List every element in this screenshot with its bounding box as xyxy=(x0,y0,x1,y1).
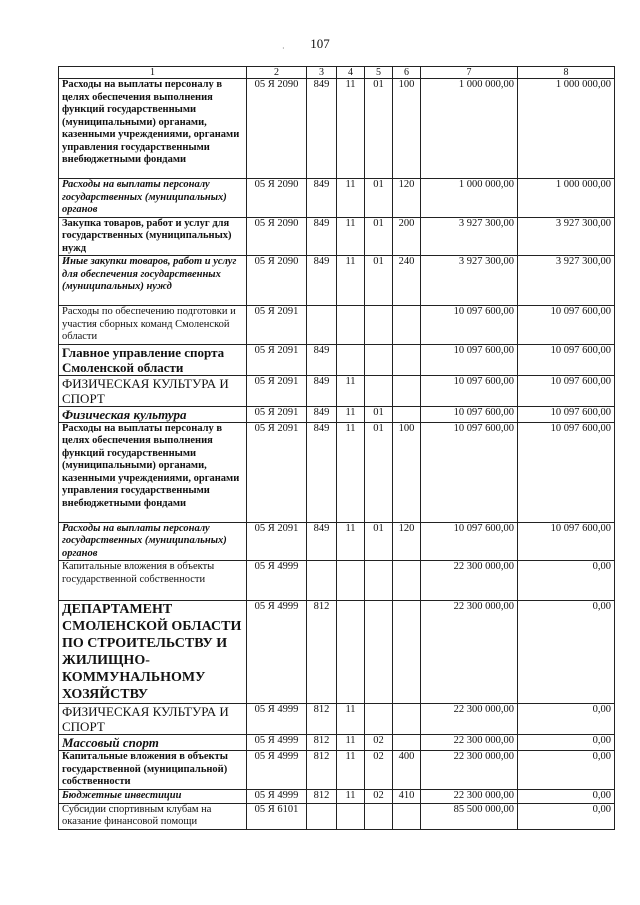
row-amount-2-cell: 3 927 300,00 xyxy=(518,217,615,256)
table-row xyxy=(59,522,615,561)
table-row xyxy=(59,735,615,751)
row-section-cell: 11 xyxy=(337,406,365,422)
row-subsection-cell: 01 xyxy=(365,256,393,306)
row-name-cell: Расходы на выплаты персоналу государственных (муниципальных) органов xyxy=(59,179,247,218)
row-amount-1-cell: 22 300 000,00 xyxy=(421,789,518,803)
row-subsection-cell: 01 xyxy=(365,79,393,179)
row-code-cell: 05 Я 2091 xyxy=(247,306,307,345)
row-subsection-cell xyxy=(365,306,393,345)
row-subsection-cell: 01 xyxy=(365,422,393,522)
row-name-cell: ФИЗИЧЕСКАЯ КУЛЬТУРА И СПОРТ xyxy=(59,704,247,735)
row-type-cell: 200 xyxy=(393,217,421,256)
table-row xyxy=(59,789,615,803)
row-amount-2-cell: 0,00 xyxy=(518,704,615,735)
row-subsection-cell: 01 xyxy=(365,217,393,256)
row-name-cell: Капитальные вложения в объекты государственной (муниципальной) собственности xyxy=(59,751,247,790)
row-name-cell: Физическая культура xyxy=(59,406,247,422)
row-amount-1-cell: 22 300 000,00 xyxy=(421,735,518,751)
table-row xyxy=(59,179,615,218)
table-row xyxy=(59,256,615,306)
row-name-cell: Массовый спорт xyxy=(59,735,247,751)
row-section-cell: 11 xyxy=(337,422,365,522)
row-section-cell: 11 xyxy=(337,79,365,179)
row-amount-2-cell: 3 927 300,00 xyxy=(518,256,615,306)
row-admin-cell: 812 xyxy=(307,735,337,751)
row-code-cell: 05 Я 4999 xyxy=(247,601,307,704)
row-admin-cell: 849 xyxy=(307,179,337,218)
row-subsection-cell: 01 xyxy=(365,406,393,422)
row-section-cell: 11 xyxy=(337,704,365,735)
row-amount-1-cell: 10 097 600,00 xyxy=(421,306,518,345)
row-subsection-cell xyxy=(365,704,393,735)
header-col-6: 6 xyxy=(393,67,421,79)
row-name-cell: ДЕПАРТАМЕНТ СМОЛЕНСКОЙ ОБЛАСТИ ПО СТРОИТЕЛЬСТВУ И ЖИЛИЩНО-КОММУНАЛЬНОМУ ХОЗЯЙСТВУ xyxy=(59,601,247,704)
table-row xyxy=(59,803,615,829)
row-name-cell: Главное управление спорта Смоленской области xyxy=(59,344,247,375)
row-type-cell xyxy=(393,601,421,704)
row-admin-cell xyxy=(307,561,337,601)
table-row xyxy=(59,561,615,601)
row-code-cell: 05 Я 2091 xyxy=(247,522,307,561)
row-code-cell: 05 Я 4999 xyxy=(247,789,307,803)
row-amount-2-cell: 0,00 xyxy=(518,735,615,751)
row-amount-1-cell: 22 300 000,00 xyxy=(421,561,518,601)
row-amount-1-cell: 85 500 000,00 xyxy=(421,803,518,829)
row-type-cell xyxy=(393,561,421,601)
row-section-cell: 11 xyxy=(337,256,365,306)
row-admin-cell: 812 xyxy=(307,601,337,704)
header-col-3: 3 xyxy=(307,67,337,79)
row-name-cell: Расходы на выплаты персоналу в целях обеспечения выполнения функций государственными (муниципальными) органами, казенными учреждениями, органами управления государственными внебюджетными фондами xyxy=(59,79,247,179)
row-section-cell: 11 xyxy=(337,375,365,406)
row-subsection-cell: 01 xyxy=(365,522,393,561)
row-name-cell: Расходы по обеспечению подготовки и участия сборных команд Смоленской области xyxy=(59,306,247,345)
row-section-cell: 11 xyxy=(337,179,365,218)
row-amount-2-cell: 0,00 xyxy=(518,561,615,601)
row-type-cell xyxy=(393,803,421,829)
row-type-cell xyxy=(393,704,421,735)
row-amount-2-cell: 0,00 xyxy=(518,601,615,704)
row-code-cell: 05 Я 2090 xyxy=(247,217,307,256)
scan-mark: · xyxy=(282,44,285,53)
row-code-cell: 05 Я 2091 xyxy=(247,375,307,406)
table-row xyxy=(59,422,615,522)
row-amount-2-cell: 0,00 xyxy=(518,803,615,829)
row-type-cell: 100 xyxy=(393,422,421,522)
row-amount-1-cell: 1 000 000,00 xyxy=(421,79,518,179)
row-subsection-cell: 01 xyxy=(365,179,393,218)
row-section-cell xyxy=(337,601,365,704)
row-name-cell: Расходы на выплаты персоналу государственных (муниципальных) органов xyxy=(59,522,247,561)
row-code-cell: 05 Я 2090 xyxy=(247,256,307,306)
row-subsection-cell: 02 xyxy=(365,735,393,751)
row-name-cell: Капитальные вложения в объекты государственной собственности xyxy=(59,561,247,601)
table-row xyxy=(59,79,615,179)
budget-table xyxy=(58,66,615,830)
row-name-cell: Субсидии спортивным клубам на оказание финансовой помощи xyxy=(59,803,247,829)
table-row xyxy=(59,217,615,256)
row-amount-1-cell: 10 097 600,00 xyxy=(421,344,518,375)
row-section-cell: 11 xyxy=(337,522,365,561)
row-subsection-cell: 02 xyxy=(365,751,393,790)
row-admin-cell: 849 xyxy=(307,406,337,422)
header-col-1: 1 xyxy=(59,67,247,79)
row-admin-cell: 849 xyxy=(307,217,337,256)
row-type-cell: 100 xyxy=(393,79,421,179)
header-col-4: 4 xyxy=(337,67,365,79)
row-type-cell: 410 xyxy=(393,789,421,803)
row-type-cell xyxy=(393,406,421,422)
header-row xyxy=(59,67,615,79)
row-admin-cell xyxy=(307,803,337,829)
row-admin-cell: 849 xyxy=(307,256,337,306)
row-type-cell: 120 xyxy=(393,522,421,561)
row-admin-cell: 812 xyxy=(307,789,337,803)
row-amount-2-cell: 1 000 000,00 xyxy=(518,79,615,179)
page-number: 107 xyxy=(310,36,330,51)
row-type-cell xyxy=(393,735,421,751)
row-admin-cell xyxy=(307,306,337,345)
row-section-cell xyxy=(337,803,365,829)
row-section-cell xyxy=(337,561,365,601)
row-admin-cell: 849 xyxy=(307,422,337,522)
row-type-cell: 240 xyxy=(393,256,421,306)
header-col-5: 5 xyxy=(365,67,393,79)
row-amount-2-cell: 10 097 600,00 xyxy=(518,375,615,406)
row-code-cell: 05 Я 4999 xyxy=(247,704,307,735)
row-subsection-cell xyxy=(365,375,393,406)
row-amount-1-cell: 10 097 600,00 xyxy=(421,375,518,406)
table-row xyxy=(59,344,615,375)
table-row xyxy=(59,704,615,735)
row-amount-2-cell: 10 097 600,00 xyxy=(518,406,615,422)
row-section-cell xyxy=(337,306,365,345)
row-type-cell xyxy=(393,344,421,375)
row-name-cell: Бюджетные инвестиции xyxy=(59,789,247,803)
row-amount-1-cell: 10 097 600,00 xyxy=(421,422,518,522)
row-amount-1-cell: 3 927 300,00 xyxy=(421,217,518,256)
row-name-cell: ФИЗИЧЕСКАЯ КУЛЬТУРА И СПОРТ xyxy=(59,375,247,406)
row-name-cell: Иные закупки товаров, работ и услуг для обеспечения государственных (муниципальных) нужд xyxy=(59,256,247,306)
header-col-8: 8 xyxy=(518,67,615,79)
row-subsection-cell xyxy=(365,344,393,375)
row-section-cell: 11 xyxy=(337,751,365,790)
row-amount-1-cell: 22 300 000,00 xyxy=(421,601,518,704)
row-amount-1-cell: 10 097 600,00 xyxy=(421,522,518,561)
row-code-cell: 05 Я 2091 xyxy=(247,406,307,422)
table-row xyxy=(59,406,615,422)
row-amount-1-cell: 22 300 000,00 xyxy=(421,751,518,790)
table-row xyxy=(59,751,615,790)
row-amount-2-cell: 0,00 xyxy=(518,751,615,790)
row-amount-2-cell: 10 097 600,00 xyxy=(518,306,615,345)
row-name-cell: Закупка товаров, работ и услуг для государственных (муниципальных) нужд xyxy=(59,217,247,256)
row-code-cell: 05 Я 2090 xyxy=(247,79,307,179)
table-header xyxy=(59,67,615,79)
table-body xyxy=(59,79,615,830)
row-code-cell: 05 Я 6101 xyxy=(247,803,307,829)
row-name-cell: Расходы на выплаты персоналу в целях обеспечения выполнения функций государственными (муниципальными) органами, казенными учреждениями, органами управления государственными внебюджетными фондами xyxy=(59,422,247,522)
row-subsection-cell xyxy=(365,803,393,829)
row-code-cell: 05 Я 2091 xyxy=(247,344,307,375)
row-section-cell: 11 xyxy=(337,789,365,803)
row-subsection-cell xyxy=(365,601,393,704)
row-section-cell: 11 xyxy=(337,217,365,256)
row-admin-cell: 849 xyxy=(307,375,337,406)
row-admin-cell: 849 xyxy=(307,522,337,561)
table-row xyxy=(59,375,615,406)
row-type-cell: 400 xyxy=(393,751,421,790)
header-col-2: 2 xyxy=(247,67,307,79)
row-admin-cell: 849 xyxy=(307,344,337,375)
row-admin-cell: 812 xyxy=(307,704,337,735)
row-section-cell xyxy=(337,344,365,375)
row-subsection-cell: 02 xyxy=(365,789,393,803)
row-amount-1-cell: 10 097 600,00 xyxy=(421,406,518,422)
row-amount-1-cell: 22 300 000,00 xyxy=(421,704,518,735)
row-type-cell xyxy=(393,306,421,345)
row-code-cell: 05 Я 2091 xyxy=(247,422,307,522)
row-type-cell: 120 xyxy=(393,179,421,218)
row-code-cell: 05 Я 4999 xyxy=(247,561,307,601)
row-code-cell: 05 Я 4999 xyxy=(247,735,307,751)
table-row xyxy=(59,601,615,704)
row-amount-2-cell: 1 000 000,00 xyxy=(518,179,615,218)
row-amount-2-cell: 0,00 xyxy=(518,789,615,803)
row-type-cell xyxy=(393,375,421,406)
row-amount-1-cell: 1 000 000,00 xyxy=(421,179,518,218)
row-subsection-cell xyxy=(365,561,393,601)
row-code-cell: 05 Я 2090 xyxy=(247,179,307,218)
row-admin-cell: 849 xyxy=(307,79,337,179)
table-row xyxy=(59,306,615,345)
row-code-cell: 05 Я 4999 xyxy=(247,751,307,790)
row-amount-2-cell: 10 097 600,00 xyxy=(518,344,615,375)
row-section-cell: 11 xyxy=(337,735,365,751)
row-amount-2-cell: 10 097 600,00 xyxy=(518,522,615,561)
header-col-7: 7 xyxy=(421,67,518,79)
row-admin-cell: 812 xyxy=(307,751,337,790)
row-amount-1-cell: 3 927 300,00 xyxy=(421,256,518,306)
row-amount-2-cell: 10 097 600,00 xyxy=(518,422,615,522)
